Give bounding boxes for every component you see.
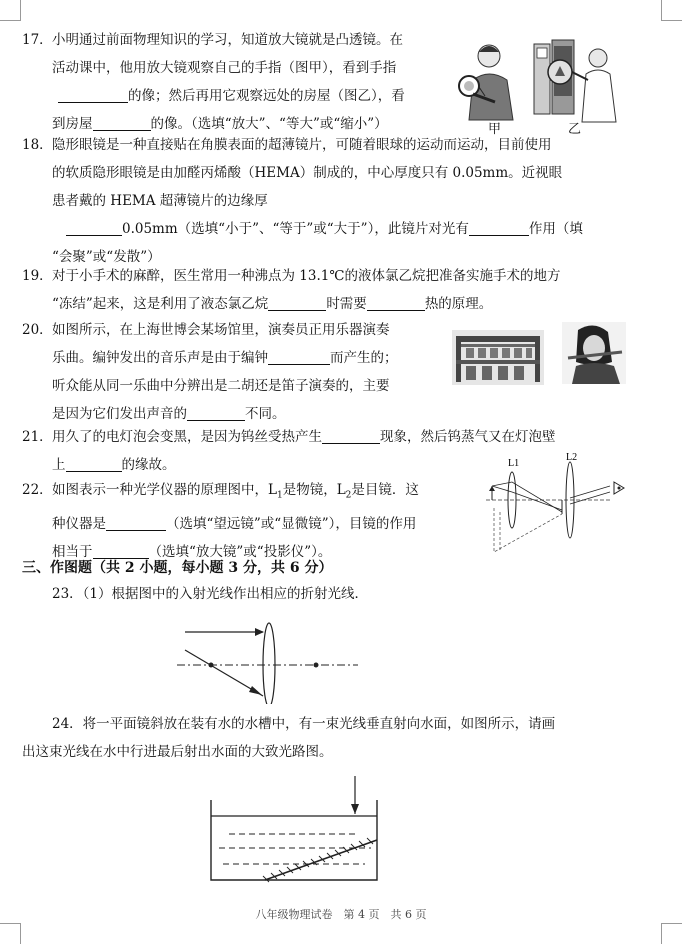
- figure-jia-magnifier-finger: [455, 40, 520, 122]
- figure-water-tank-mirror: [205, 770, 385, 885]
- q17-line4b: 的像。（选填“放大”、“等大”或“缩小”）: [150, 116, 388, 132]
- q18-line4c: 作用（填: [528, 221, 583, 237]
- question-18: [22, 131, 583, 271]
- figure-yi-label: 乙: [568, 122, 582, 137]
- figure-bianzhong-bells: [452, 330, 544, 385]
- q17-line4a: 到房屋: [52, 116, 93, 132]
- answer-blank[interactable]: [66, 219, 122, 236]
- question-20: [22, 316, 398, 428]
- q22-line2a: 种仪器是: [52, 515, 106, 532]
- q20-line2a: 乐曲。编钟发出的音乐声是由于编钟: [52, 350, 268, 366]
- q21-line2b: 的缘故。: [121, 457, 176, 473]
- q20-line4a: 是因为它们发出声音的: [52, 406, 187, 422]
- q17-line2: 活动课中，他用放大镜观察自己的手指（图甲），看到手指: [52, 60, 397, 76]
- figure-flute-player: [562, 322, 626, 384]
- q17-line3: 的像；然后再用它观察远处的房屋（图乙），看: [128, 88, 405, 104]
- q19-line1: 对于小手术的麻醉，医生常用一种沸点为 13.1℃的液体氯乙烷把准备实施手术的地方: [52, 268, 561, 284]
- q22-line3a: 相当于: [52, 543, 93, 560]
- figure-optical-instrument-diagram: [480, 452, 630, 562]
- q18-line1: 隐形眼镜是一种直接贴在角膜表面的超薄镜片，可随着眼球的运动而运动，目前使用: [52, 137, 552, 153]
- subscript: 1: [276, 490, 283, 501]
- answer-blank[interactable]: [106, 514, 166, 531]
- q18-line2: 的软质隐形眼镜是由加醛丙烯酸（HEMA）制成的，中心厚度只有 0.05mm。近视眼: [52, 165, 563, 181]
- question-24: [22, 710, 555, 766]
- section-heading: 三、作图题（共 2 小题，每小题 3 分，共 6 分）: [22, 560, 333, 576]
- q18-line5: “会聚”或“发散”）: [52, 249, 161, 265]
- question-number: 19．: [22, 268, 53, 284]
- q19-line2c: 热的原理。: [424, 296, 493, 312]
- figure-convex-lens-rays: [175, 612, 360, 704]
- answer-blank[interactable]: [66, 455, 122, 472]
- q23-text: 23．（1）根据图中的入射光线作出相应的折射光线．: [52, 586, 369, 602]
- q20-line2b: 而产生的；: [330, 350, 398, 366]
- answer-blank[interactable]: [58, 86, 128, 103]
- question-21: [22, 423, 556, 479]
- corner-mark-bottom-left: [0, 923, 21, 944]
- figure-jia-label: 甲: [488, 122, 502, 137]
- q20-line3: 听众能从同一乐曲中分辨出是二胡还是笛子演奏的，主要: [52, 378, 390, 394]
- question-19: [22, 262, 560, 318]
- q19-line2a: “冻结”起来，这是利用了液态氯乙烷: [52, 296, 269, 312]
- lens-label-l1: L1: [508, 458, 520, 469]
- answer-blank[interactable]: [93, 114, 151, 131]
- q22-line1c: 是目镜．这: [351, 482, 419, 498]
- answer-blank[interactable]: [268, 294, 326, 311]
- page-footer: 八年级物理试卷 第 4 页 共 6 页: [255, 908, 427, 921]
- q22-line1a: 如图表示一种光学仪器的原理图中，L: [52, 482, 277, 498]
- answer-blank[interactable]: [268, 348, 330, 365]
- q22-line2b: （选填“望远镜”或“显微镜”），目镜的作用: [166, 515, 417, 532]
- answer-blank[interactable]: [187, 404, 245, 421]
- lens-label-l2: L2: [566, 452, 578, 463]
- answer-blank[interactable]: [469, 219, 529, 236]
- q24-line2: 出这束光线在水中行进最后射出水面的大致光路图。: [22, 744, 333, 760]
- q24-line1: 24．将一平面镜斜放在装有水的水槽中，有一束光线垂直射向水面，如图所示，请画: [52, 716, 556, 732]
- question-number: 22．: [22, 482, 53, 498]
- question-number: 21．: [22, 429, 53, 445]
- q19-line2b: 时需要: [326, 296, 367, 312]
- corner-mark-top-left: [0, 0, 21, 21]
- q21-line1a: 用久了的电灯泡会变黑，是因为钨丝受热产生: [52, 429, 322, 445]
- answer-blank[interactable]: [367, 294, 425, 311]
- question-number: 17．: [22, 32, 53, 48]
- q21-line2a: 上: [52, 457, 66, 473]
- corner-mark-top-right: [661, 0, 682, 21]
- question-22: [22, 476, 419, 566]
- subscript: 2: [345, 490, 352, 501]
- question-23: [52, 580, 368, 608]
- q18-line4b: 0.05mm（选填“小于”、“等于”或“大于”），此镜片对光有: [122, 221, 469, 237]
- question-number: 20．: [22, 322, 53, 338]
- figure-yi-magnifier-house: [530, 36, 620, 124]
- q22-line3b: （选填“放大镜”或“投影仪”）。: [148, 543, 332, 560]
- q18-line3: 患者戴的 HEMA 超薄镜片的边缘厚: [52, 193, 268, 209]
- answer-blank[interactable]: [322, 427, 380, 444]
- q21-line1b: 现象，然后钨蒸气又在灯泡壁: [380, 429, 556, 445]
- q22-line1b: 是物镜，L: [282, 482, 346, 498]
- question-17: [22, 26, 405, 138]
- corner-mark-bottom-right: [661, 923, 682, 944]
- question-number: 18．: [22, 137, 53, 153]
- q17-line1: 小明通过前面物理知识的学习，知道放大镜就是凸透镜。在: [52, 32, 403, 48]
- q20-line4b: 不同。: [245, 406, 286, 422]
- q20-line1: 如图所示，在上海世博会某场馆里，演奏员正用乐器演奏: [52, 322, 390, 338]
